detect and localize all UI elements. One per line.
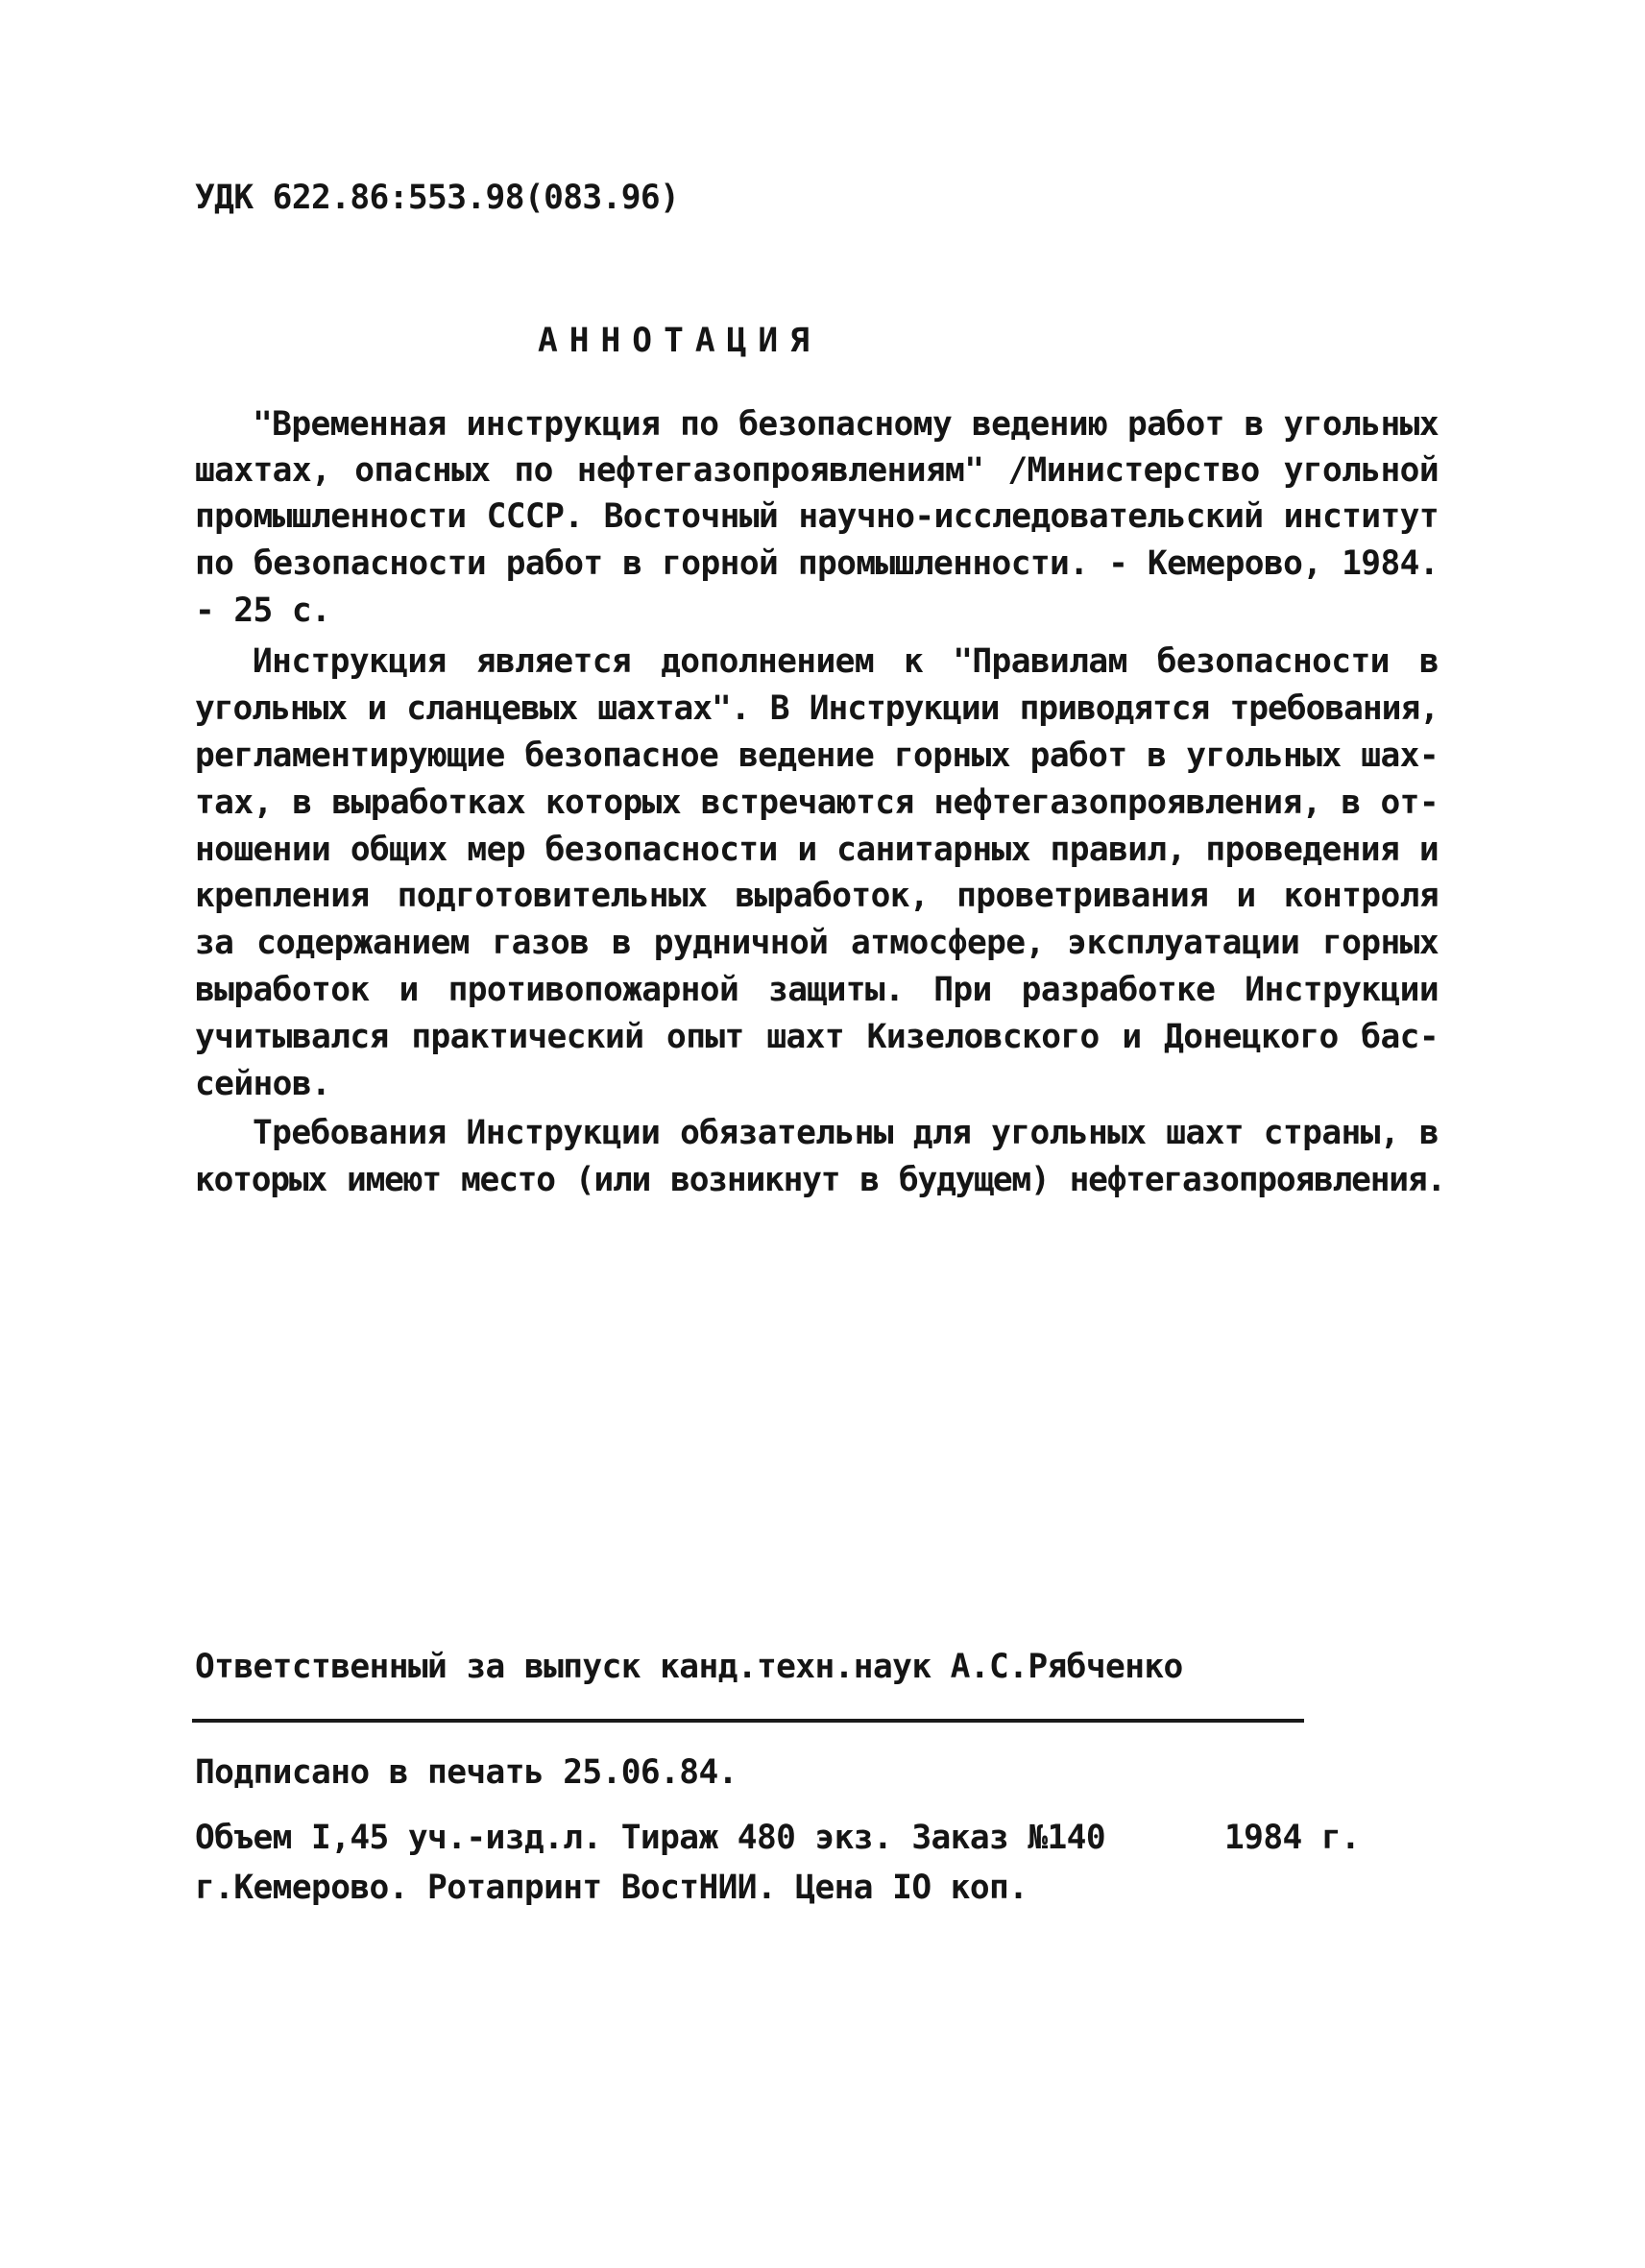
abstract-p2-line-8: выработок и противопожарной защиты. При разработке Инструкции: [195, 971, 1439, 1009]
separator-rule: [192, 1719, 1304, 1723]
abstract-p1-line-3: промышленности СССР. Восточный научно-исследовательский институт: [195, 497, 1439, 536]
abstract-p1-line-4: по безопасности работ в горной промышленности. - Кемерово, 1984.: [195, 544, 1439, 583]
abstract-p2-line-3: регламентирующие безопасное ведение горных работ в угольных шах-: [195, 736, 1439, 775]
abstract-p1-line-1: "Временная инструкция по безопасному ведению работ в угольных: [253, 405, 1439, 444]
imprint-year: 1984 г.: [1224, 1819, 1361, 1857]
abstract-p2-line-5: ношении общих мер безопасности и санитарных правил, проведения и: [195, 831, 1439, 869]
abstract-p2-line-6: крепления подготовительных выработок, проветривания и контроля: [195, 877, 1439, 915]
imprint-line-1: Объем I,45 уч.-изд.л. Тираж 480 экз. Заказ №140: [195, 1819, 1106, 1857]
abstract-p2-line-7: за содержанием газов в рудничной атмосфере, эксплуатации горных: [195, 924, 1439, 962]
abstract-p1-line-5: - 25 с.: [195, 591, 331, 630]
abstract-p1-line-2: шахтах, опасных по нефтегазопроявлениям" /Министерство угольной: [195, 451, 1439, 490]
abstract-p2-line-10: сейнов.: [195, 1065, 331, 1103]
signed-to-print: Подписано в печать 25.06.84.: [195, 1753, 738, 1792]
abstract-p2-line-2: угольных и сланцевых шахтах". В Инструкции приводятся требования,: [195, 689, 1439, 728]
abstract-p2-line-4: тах, в выработках которых встречаются нефтегазопроявления, в от-: [195, 784, 1439, 822]
responsible-editor: Ответственный за выпуск канд.техн.наук А.С.Рябченко: [195, 1648, 1183, 1686]
abstract-p3-line-1: Требования Инструкции обязательны для угольных шахт страны, в: [253, 1114, 1439, 1152]
abstract-p2-line-1: Инструкция является дополнением к "Правилам безопасности в: [253, 642, 1439, 681]
imprint-line-2: г.Кемерово. Ротапринт ВостНИИ. Цена IО коп.: [195, 1869, 1028, 1907]
abstract-p3-line-2: которых имеют место (или возникнут в будущем) нефтегазопроявления.: [195, 1161, 1445, 1199]
udc-code: УДК 622.86:553.98(083.96): [195, 179, 680, 217]
abstract-p2-line-9: учитывался практический опыт шахт Кизеловского и Донецкого бас-: [195, 1018, 1439, 1056]
abstract-heading: АННОТАЦИЯ: [538, 322, 821, 360]
